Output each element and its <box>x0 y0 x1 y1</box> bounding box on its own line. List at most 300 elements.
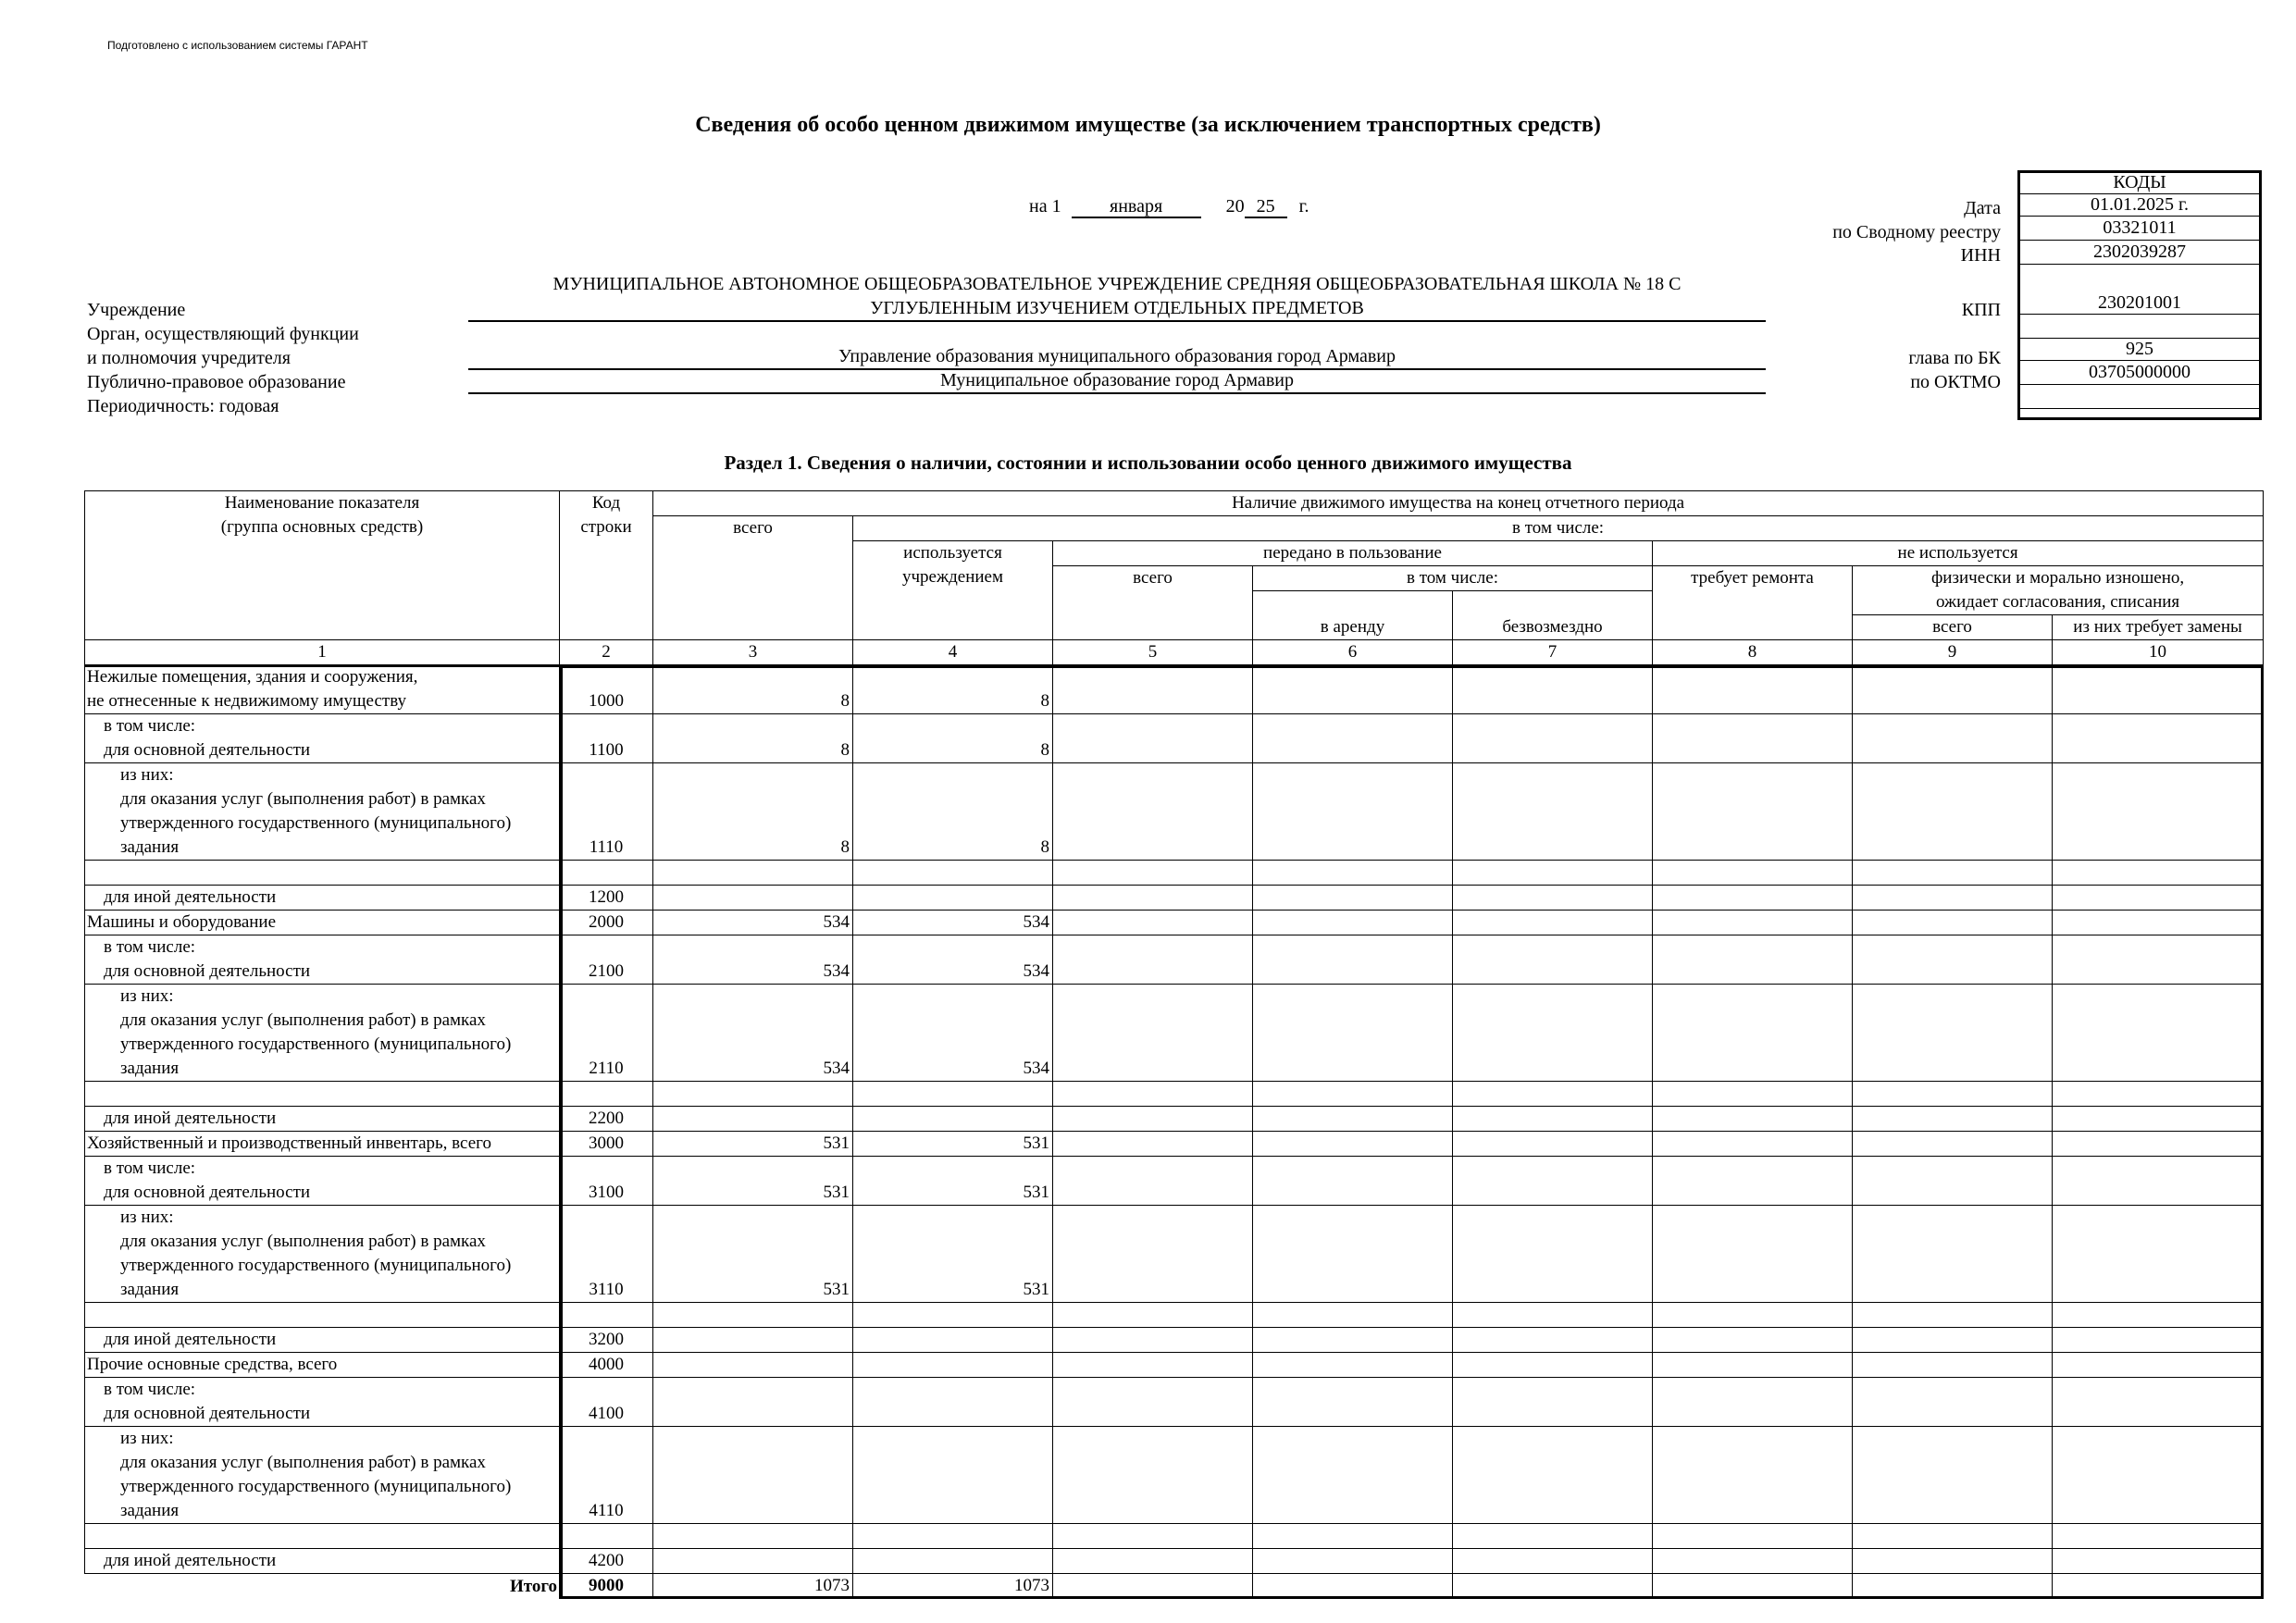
row-code: 2100 <box>560 935 653 985</box>
table-row <box>85 665 2264 714</box>
row-name <box>85 763 560 861</box>
code-kpp-value: 230201001 <box>2018 265 2262 315</box>
row-cell-col7 <box>1453 1107 1653 1132</box>
total-cell-col7 <box>1453 1574 1653 1599</box>
row-total: 8 <box>653 665 853 714</box>
row-cell-col5 <box>1053 1082 1253 1107</box>
row-name-line <box>87 1082 557 1106</box>
row-cell-col8 <box>1653 935 1853 985</box>
row-code: 4000 <box>560 1353 653 1378</box>
row-name-line: утвержденного государственного (муниципального) <box>120 1256 512 1275</box>
row-cell-col6 <box>1253 1107 1453 1132</box>
row-cell-col5 <box>1053 911 1253 935</box>
row-cell-col9 <box>1853 935 2053 985</box>
row-cell-col8 <box>1653 1107 1853 1132</box>
row-used: 8 <box>853 665 1053 714</box>
total-cell-col8 <box>1653 1574 1853 1599</box>
header-used: используется учреждением <box>853 541 1053 640</box>
row-total <box>653 1427 853 1524</box>
row-cell-col8 <box>1653 861 1853 886</box>
row-cell-col5 <box>1053 886 1253 911</box>
row-cell-col6 <box>1253 1328 1453 1353</box>
row-total: 531 <box>653 1157 853 1206</box>
row-cell-col6 <box>1253 1524 1453 1549</box>
table-row <box>85 1107 2264 1132</box>
row-used: 8 <box>853 763 1053 861</box>
row-cell-col10 <box>2053 714 2264 763</box>
row-name-line: Прочие основные средства, всего <box>87 1355 338 1374</box>
row-cell-col6 <box>1253 1132 1453 1157</box>
row-cell-col7 <box>1453 1132 1653 1157</box>
row-name-line: из них: <box>120 986 174 1006</box>
row-name-line: в том числе: <box>104 1158 196 1178</box>
row-cell-col8 <box>1653 1303 1853 1328</box>
row-name <box>85 1157 560 1206</box>
row-used <box>853 886 1053 911</box>
header-total: всего <box>653 516 853 640</box>
total-c3: 1073 <box>653 1574 853 1599</box>
row-cell-col7 <box>1453 1427 1653 1524</box>
row-name-line: для основной деятельности <box>104 961 311 981</box>
row-total <box>653 1549 853 1574</box>
total-code: 9000 <box>560 1574 653 1599</box>
code-bk-value: 925 <box>2018 339 2262 361</box>
row-used <box>853 1353 1053 1378</box>
table-row <box>85 886 2264 911</box>
row-name <box>85 714 560 763</box>
row-cell-col9 <box>1853 1524 2053 1549</box>
row-cell-col10 <box>2053 861 2264 886</box>
header-trans-including: в том числе: <box>1253 566 1653 591</box>
table-row <box>85 911 2264 935</box>
row-cell-col7 <box>1453 935 1653 985</box>
row-cell-col5 <box>1053 1353 1253 1378</box>
row-name-line: для оказания услуг (выполнения работ) в рамках <box>120 1232 486 1251</box>
row-name-line: для иной деятельности <box>104 1330 277 1349</box>
row-cell-col7 <box>1453 763 1653 861</box>
row-cell-col9 <box>1853 1427 2053 1524</box>
row-name-line: Нежилые помещения, здания и сооружения, <box>87 667 418 687</box>
row-name-line: для основной деятельности <box>104 1183 311 1202</box>
column-number: 2 <box>560 640 653 665</box>
row-used <box>853 1328 1053 1353</box>
date-month: января <box>1072 196 1201 218</box>
code-date-value: 01.01.2025 г. <box>2018 194 2262 217</box>
row-name-line: в том числе: <box>104 716 196 736</box>
table-row <box>85 714 2264 763</box>
row-name-line: из них: <box>120 765 174 785</box>
row-name-line: для оказания услуг (выполнения работ) в рамках <box>120 789 486 809</box>
column-numbers-row <box>85 640 2264 665</box>
total-row <box>85 1574 2264 1599</box>
row-name <box>85 1549 560 1574</box>
row-name-line <box>87 1524 557 1548</box>
total-c4: 1073 <box>853 1574 1053 1599</box>
row-name <box>85 1107 560 1132</box>
row-used <box>853 1549 1053 1574</box>
row-cell-col6 <box>1253 935 1453 985</box>
total-cell-col6 <box>1253 1574 1453 1599</box>
row-name <box>85 665 560 714</box>
row-name <box>85 1524 560 1549</box>
table-row <box>85 1303 2264 1328</box>
table-row <box>85 935 2264 985</box>
header-including: в том числе: <box>853 516 2264 541</box>
row-code: 1110 <box>560 763 653 861</box>
row-code <box>560 861 653 886</box>
row-cell-col6 <box>1253 763 1453 861</box>
row-code <box>560 1524 653 1549</box>
row-name-line <box>87 1303 557 1327</box>
header-transferred: передано в пользование <box>1053 541 1653 566</box>
table-row <box>85 985 2264 1082</box>
total-label: Итого <box>85 1574 560 1599</box>
row-cell-col9 <box>1853 1206 2053 1303</box>
row-cell-col7 <box>1453 1206 1653 1303</box>
row-cell-col7 <box>1453 714 1653 763</box>
row-name-line: из них: <box>120 1429 174 1448</box>
row-cell-col9 <box>1853 1378 2053 1427</box>
row-cell-col10 <box>2053 1206 2264 1303</box>
row-total: 531 <box>653 1206 853 1303</box>
row-cell-col9 <box>1853 1353 2053 1378</box>
row-cell-col10 <box>2053 1524 2264 1549</box>
row-name-line: не отнесенные к недвижимому имуществу <box>87 691 407 711</box>
row-cell-col8 <box>1653 1132 1853 1157</box>
row-name <box>85 935 560 985</box>
row-code <box>560 1303 653 1328</box>
row-cell-col10 <box>2053 985 2264 1082</box>
row-name <box>85 1303 560 1328</box>
row-cell-col7 <box>1453 1353 1653 1378</box>
row-code: 2000 <box>560 911 653 935</box>
row-total <box>653 1378 853 1427</box>
row-name-line <box>87 861 557 885</box>
table-row <box>85 1524 2264 1549</box>
row-code: 3100 <box>560 1157 653 1206</box>
row-name <box>85 1378 560 1427</box>
row-cell-col5 <box>1053 1132 1253 1157</box>
header-worn-total: всего <box>1853 615 2053 640</box>
header-repair: требует ремонта <box>1653 566 1853 640</box>
row-cell-col9 <box>1853 911 2053 935</box>
row-cell-col5 <box>1053 714 1253 763</box>
row-cell-col7 <box>1453 1328 1653 1353</box>
row-cell-col7 <box>1453 911 1653 935</box>
row-cell-col8 <box>1653 911 1853 935</box>
row-name-line: утвержденного государственного (муниципального) <box>120 1035 512 1054</box>
column-number: 8 <box>1653 640 1853 665</box>
table-row <box>85 861 2264 886</box>
row-cell-col7 <box>1453 985 1653 1082</box>
row-name <box>85 861 560 886</box>
row-cell-col8 <box>1653 1157 1853 1206</box>
row-name-line: в том числе: <box>104 937 196 957</box>
row-code: 4200 <box>560 1549 653 1574</box>
row-name-line: для иной деятельности <box>104 1109 277 1128</box>
row-cell-col10 <box>2053 935 2264 985</box>
public-entity-label: Публично-правовое образование <box>87 372 346 392</box>
row-cell-col8 <box>1653 1427 1853 1524</box>
row-cell-col10 <box>2053 1328 2264 1353</box>
row-cell-col5 <box>1053 1524 1253 1549</box>
row-cell-col10 <box>2053 1303 2264 1328</box>
row-cell-col5 <box>1053 1328 1253 1353</box>
periodicity: Периодичность: годовая <box>87 396 279 416</box>
total-cell-col10 <box>2053 1574 2264 1599</box>
row-cell-col6 <box>1253 861 1453 886</box>
column-number: 1 <box>85 640 560 665</box>
header-availability: Наличие движимого имущества на конец отчетного периода <box>653 491 2264 516</box>
row-cell-col6 <box>1253 1082 1453 1107</box>
column-number: 9 <box>1853 640 2053 665</box>
header-not-used: не используется <box>1653 541 2264 566</box>
row-used: 534 <box>853 985 1053 1082</box>
row-used <box>853 1427 1053 1524</box>
code-registry-label: по Сводному реестру <box>1832 222 2001 242</box>
row-name <box>85 1132 560 1157</box>
row-name-line: задания <box>120 1059 180 1078</box>
row-name-line: Хозяйственный и производственный инвентарь, всего <box>87 1134 491 1153</box>
row-cell-col7 <box>1453 1303 1653 1328</box>
row-cell-col5 <box>1053 861 1253 886</box>
code-inn-label: ИНН <box>1960 245 2001 266</box>
row-cell-col10 <box>2053 1107 2264 1132</box>
founder-label-2: и полномочия учредителя <box>87 348 291 368</box>
row-cell-col5 <box>1053 1107 1253 1132</box>
row-name <box>85 1328 560 1353</box>
row-cell-col6 <box>1253 1157 1453 1206</box>
date-suffix: г. <box>1298 196 1309 217</box>
column-number: 10 <box>2053 640 2264 665</box>
header-worn: физически и морально изношено, ожидает согласования, списания <box>1853 566 2264 615</box>
property-table <box>84 490 2264 1599</box>
row-cell-col6 <box>1253 985 1453 1082</box>
table-row <box>85 1549 2264 1574</box>
row-cell-col10 <box>2053 886 2264 911</box>
row-cell-col9 <box>1853 985 2053 1082</box>
row-cell-col5 <box>1053 665 1253 714</box>
table-row <box>85 1132 2264 1157</box>
row-cell-col8 <box>1653 714 1853 763</box>
row-cell-col5 <box>1053 935 1253 985</box>
column-number: 5 <box>1053 640 1253 665</box>
row-total: 8 <box>653 763 853 861</box>
header-code: Код строки <box>560 491 653 640</box>
row-name-line: для оказания услуг (выполнения работ) в рамках <box>120 1010 486 1030</box>
row-cell-col8 <box>1653 665 1853 714</box>
row-used <box>853 1378 1053 1427</box>
row-name-line: утвержденного государственного (муниципального) <box>120 1477 512 1496</box>
row-cell-col9 <box>1853 861 2053 886</box>
row-cell-col7 <box>1453 1524 1653 1549</box>
row-used <box>853 1303 1053 1328</box>
total-cell-col5 <box>1053 1574 1253 1599</box>
row-name <box>85 1353 560 1378</box>
header-trans-total: всего <box>1053 566 1253 640</box>
header-replace: из них требует замены <box>2053 615 2264 640</box>
row-cell-col8 <box>1653 1082 1853 1107</box>
row-cell-col8 <box>1653 1328 1853 1353</box>
founder-label-1: Орган, осуществляющий функции <box>87 324 359 344</box>
row-cell-col8 <box>1653 985 1853 1082</box>
table-row <box>85 1206 2264 1303</box>
row-code: 2110 <box>560 985 653 1082</box>
row-cell-col6 <box>1253 1206 1453 1303</box>
row-name-line: из них: <box>120 1208 174 1227</box>
row-name-line: задания <box>120 1280 180 1299</box>
row-cell-col5 <box>1053 1427 1253 1524</box>
row-cell-col7 <box>1453 665 1653 714</box>
row-name-line: для иной деятельности <box>104 1551 277 1570</box>
column-number: 6 <box>1253 640 1453 665</box>
row-cell-col9 <box>1853 1549 2053 1574</box>
row-name-line: задания <box>120 1501 180 1520</box>
row-code: 3200 <box>560 1328 653 1353</box>
row-cell-col5 <box>1053 1206 1253 1303</box>
row-cell-col9 <box>1853 763 2053 861</box>
row-total <box>653 1328 853 1353</box>
row-cell-col8 <box>1653 1206 1853 1303</box>
row-cell-col6 <box>1253 1378 1453 1427</box>
row-total: 534 <box>653 985 853 1082</box>
row-used <box>853 1107 1053 1132</box>
row-cell-col10 <box>2053 911 2264 935</box>
institution-label: Учреждение <box>87 300 186 320</box>
section-title: Раздел 1. Сведения о наличии, состоянии и использовании особо ценного движимого имущества <box>724 452 1572 474</box>
row-code: 4100 <box>560 1378 653 1427</box>
row-cell-col10 <box>2053 763 2264 861</box>
row-used: 8 <box>853 714 1053 763</box>
row-total <box>653 1107 853 1132</box>
row-cell-col10 <box>2053 1378 2264 1427</box>
row-cell-col10 <box>2053 1132 2264 1157</box>
row-cell-col9 <box>1853 1107 2053 1132</box>
table-row <box>85 763 2264 861</box>
row-cell-col7 <box>1453 1157 1653 1206</box>
founder-value: Управление образования муниципального образования город Армавир <box>468 344 1766 370</box>
table-row <box>85 1082 2264 1107</box>
row-cell-col5 <box>1053 1303 1253 1328</box>
institution-name-line2: УГЛУБЛЕННЫМ ИЗУЧЕНИЕМ ОТДЕЛЬНЫХ ПРЕДМЕТОВ <box>468 296 1766 322</box>
row-cell-col9 <box>1853 1157 2053 1206</box>
row-cell-col8 <box>1653 1353 1853 1378</box>
row-used: 531 <box>853 1157 1053 1206</box>
row-cell-col6 <box>1253 665 1453 714</box>
row-cell-col10 <box>2053 1549 2264 1574</box>
row-cell-col9 <box>1853 1303 2053 1328</box>
row-total: 8 <box>653 714 853 763</box>
row-code: 4110 <box>560 1427 653 1524</box>
row-name-line: в том числе: <box>104 1380 196 1399</box>
header-rent: в аренду <box>1253 591 1453 640</box>
row-code: 3000 <box>560 1132 653 1157</box>
code-registry-value: 03321011 <box>2018 217 2262 241</box>
row-used: 534 <box>853 935 1053 985</box>
code-date-label: Дата <box>1964 198 2001 218</box>
row-total: 534 <box>653 911 853 935</box>
row-name <box>85 1206 560 1303</box>
row-total <box>653 1303 853 1328</box>
institution-name-line1: МУНИЦИПАЛЬНОЕ АВТОНОМНОЕ ОБЩЕОБРАЗОВАТЕЛЬНОЕ УЧРЕЖДЕНИЕ СРЕДНЯЯ ОБЩЕОБРАЗОВАТЕЛЬНАЯ ШКОЛА № 18 С <box>552 274 1682 294</box>
row-total <box>653 861 853 886</box>
row-cell-col9 <box>1853 1132 2053 1157</box>
row-total <box>653 1082 853 1107</box>
row-cell-col8 <box>1653 886 1853 911</box>
row-cell-col5 <box>1053 985 1253 1082</box>
row-name <box>85 985 560 1082</box>
row-name <box>85 886 560 911</box>
row-total: 534 <box>653 935 853 985</box>
row-total <box>653 886 853 911</box>
row-used <box>853 861 1053 886</box>
row-name-line: для иной деятельности <box>104 887 277 907</box>
row-cell-col6 <box>1253 714 1453 763</box>
table-row <box>85 1353 2264 1378</box>
row-cell-col6 <box>1253 1303 1453 1328</box>
row-name-line: утвержденного государственного (муниципального) <box>120 813 512 833</box>
codes-title: КОДЫ <box>2018 171 2262 194</box>
row-cell-col8 <box>1653 1549 1853 1574</box>
row-cell-col5 <box>1053 763 1253 861</box>
row-name-line: для оказания услуг (выполнения работ) в рамках <box>120 1453 486 1472</box>
row-cell-col10 <box>2053 665 2264 714</box>
column-number: 4 <box>853 640 1053 665</box>
row-code: 2200 <box>560 1107 653 1132</box>
code-oktmo-value: 03705000000 <box>2018 361 2262 385</box>
row-code: 1200 <box>560 886 653 911</box>
row-cell-col10 <box>2053 1353 2264 1378</box>
codes-table <box>2017 170 2262 409</box>
table-row <box>85 1427 2264 1524</box>
row-cell-col9 <box>1853 665 2053 714</box>
row-cell-col6 <box>1253 1549 1453 1574</box>
header-name: Наименование показателя (группа основных средств) <box>85 491 560 640</box>
row-cell-col7 <box>1453 1549 1653 1574</box>
table-row <box>85 1328 2264 1353</box>
row-cell-col6 <box>1253 886 1453 911</box>
row-cell-col8 <box>1653 1524 1853 1549</box>
code-bk-label: глава по БК <box>1908 348 2001 368</box>
code-oktmo-label: по ОКТМО <box>1910 372 2001 392</box>
row-cell-col10 <box>2053 1157 2264 1206</box>
row-cell-col7 <box>1453 861 1653 886</box>
row-code: 3110 <box>560 1206 653 1303</box>
row-name-line: задания <box>120 837 180 857</box>
table-row <box>85 1157 2264 1206</box>
row-cell-col8 <box>1653 763 1853 861</box>
row-cell-col7 <box>1453 1082 1653 1107</box>
row-name-line: для основной деятельности <box>104 740 311 760</box>
header-free: безвозмездно <box>1453 591 1653 640</box>
row-cell-col7 <box>1453 1378 1653 1427</box>
row-total <box>653 1524 853 1549</box>
date-prefix: на 1 <box>1029 196 1061 217</box>
row-cell-col9 <box>1853 714 2053 763</box>
row-cell-col5 <box>1053 1378 1253 1427</box>
row-name <box>85 1427 560 1524</box>
row-cell-col5 <box>1053 1157 1253 1206</box>
row-code <box>560 1082 653 1107</box>
row-used <box>853 1082 1053 1107</box>
row-name <box>85 1082 560 1107</box>
row-code: 1000 <box>560 665 653 714</box>
row-cell-col8 <box>1653 1378 1853 1427</box>
report-date <box>1029 196 1309 218</box>
row-cell-col9 <box>1853 1082 2053 1107</box>
row-cell-col9 <box>1853 1328 2053 1353</box>
date-year-prefix: 20 <box>1225 196 1245 217</box>
